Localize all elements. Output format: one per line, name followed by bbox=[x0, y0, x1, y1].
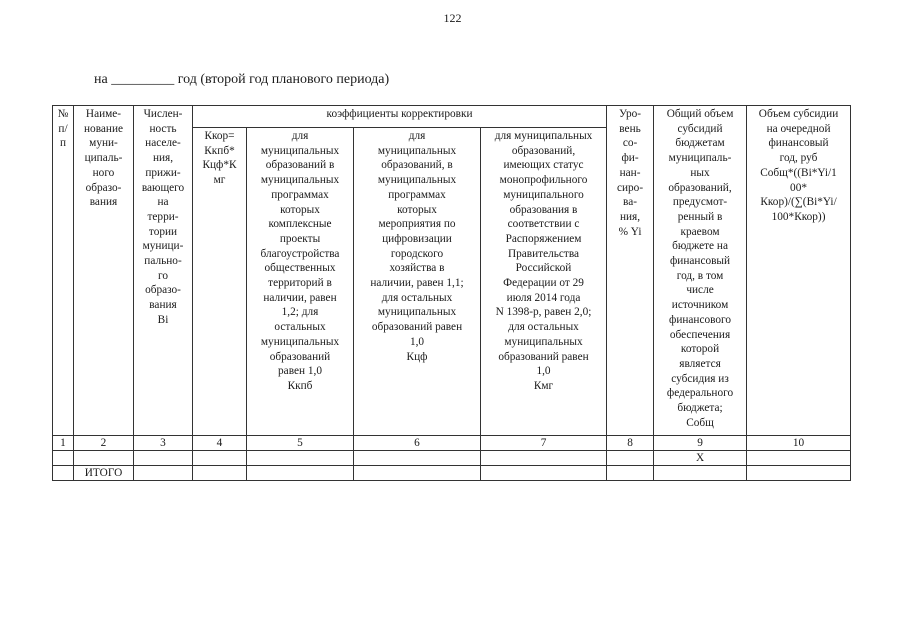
column-number: 2 bbox=[74, 436, 134, 451]
x-mark-cell: Х bbox=[654, 451, 747, 466]
header-kmg: для муниципальных образований, имеющих статус монопрофильного муниципального образования в соответствии с Распоряжением Правительства Российской Федерации от 29 июля 2014 года N 1398-р, равен 2,0; для остальных муниципальных образований равен 1,0 Кмг bbox=[481, 128, 607, 436]
table-cell bbox=[193, 466, 247, 481]
column-number: 9 bbox=[654, 436, 747, 451]
table-cell bbox=[134, 451, 193, 466]
header-kkpb: для муниципальных образований в муниципальных программах которых комплексные проекты благоустройства общественных территорий в наличии, равен 1,2; для остальных муниципальных образований равен 1,0 Ккпб bbox=[247, 128, 354, 436]
header-subsidy-amount: Объем субсидии на очередной финансовый год, руб Собщ*((Bi*Yi/1 00* Ккор)/(∑(Bi*Yi/ 100*Ккор)) bbox=[747, 106, 851, 436]
column-number: 3 bbox=[134, 436, 193, 451]
column-number-row bbox=[53, 436, 851, 451]
table-cell bbox=[607, 466, 654, 481]
column-number: 1 bbox=[53, 436, 74, 451]
table-heading: на _________ год (второй год планового периода) bbox=[94, 72, 390, 87]
table-cell bbox=[747, 451, 851, 466]
table-cell bbox=[747, 466, 851, 481]
column-number: 10 bbox=[747, 436, 851, 451]
column-number: 6 bbox=[354, 436, 481, 451]
table-cell bbox=[481, 451, 607, 466]
header-kkor: Ккор= Ккпб* Кцф*К мг bbox=[193, 128, 247, 436]
column-number: 5 bbox=[247, 436, 354, 451]
table-cell bbox=[607, 451, 654, 466]
subsidy-distribution-table bbox=[52, 105, 851, 481]
table-cell bbox=[134, 466, 193, 481]
column-number: 8 bbox=[607, 436, 654, 451]
table-cell bbox=[74, 451, 134, 466]
total-row bbox=[53, 466, 851, 481]
table-cell bbox=[53, 451, 74, 466]
header-number: № п/ п bbox=[53, 106, 74, 436]
header-municipality-name: Наиме- нование муни- ципаль- ного образо- вания bbox=[74, 106, 134, 436]
header-total-subsidies: Общий объем субсидий бюджетам муниципаль- ных образований, предусмот- ренный в краевом бюджете на финансовый год, в том числе источником финансового обеспечения которой является субсидия из федерального бюджета; Собщ bbox=[654, 106, 747, 436]
page-number: 122 bbox=[443, 11, 462, 25]
table-cell bbox=[247, 466, 354, 481]
table-row bbox=[53, 451, 851, 466]
header-cofinancing-level: Уро- вень со- фи- нан- сиро- ва- ния, % Yi bbox=[607, 106, 654, 436]
table-cell bbox=[53, 466, 74, 481]
total-label: ИТОГО bbox=[74, 466, 134, 481]
table-cell bbox=[481, 466, 607, 481]
table-cell bbox=[247, 451, 354, 466]
header-coefficients-group: коэффициенты корректировки bbox=[193, 106, 607, 128]
header-row-1 bbox=[53, 106, 851, 128]
header-population: Числен- ность населе- ния, прижи- вающего на терри- тории муници- пально- го образо- вания Bi bbox=[134, 106, 193, 436]
column-number: 4 bbox=[193, 436, 247, 451]
header-kcf: для муниципальных образований, в муниципальных программах которых мероприятия по цифровизации городского хозяйства в наличии, равен 1,1; для остальных муниципальных образований равен 1,0 Кцф bbox=[354, 128, 481, 436]
table-cell bbox=[654, 466, 747, 481]
column-number: 7 bbox=[481, 436, 607, 451]
table-cell bbox=[193, 451, 247, 466]
table-cell bbox=[354, 451, 481, 466]
table-cell bbox=[354, 466, 481, 481]
